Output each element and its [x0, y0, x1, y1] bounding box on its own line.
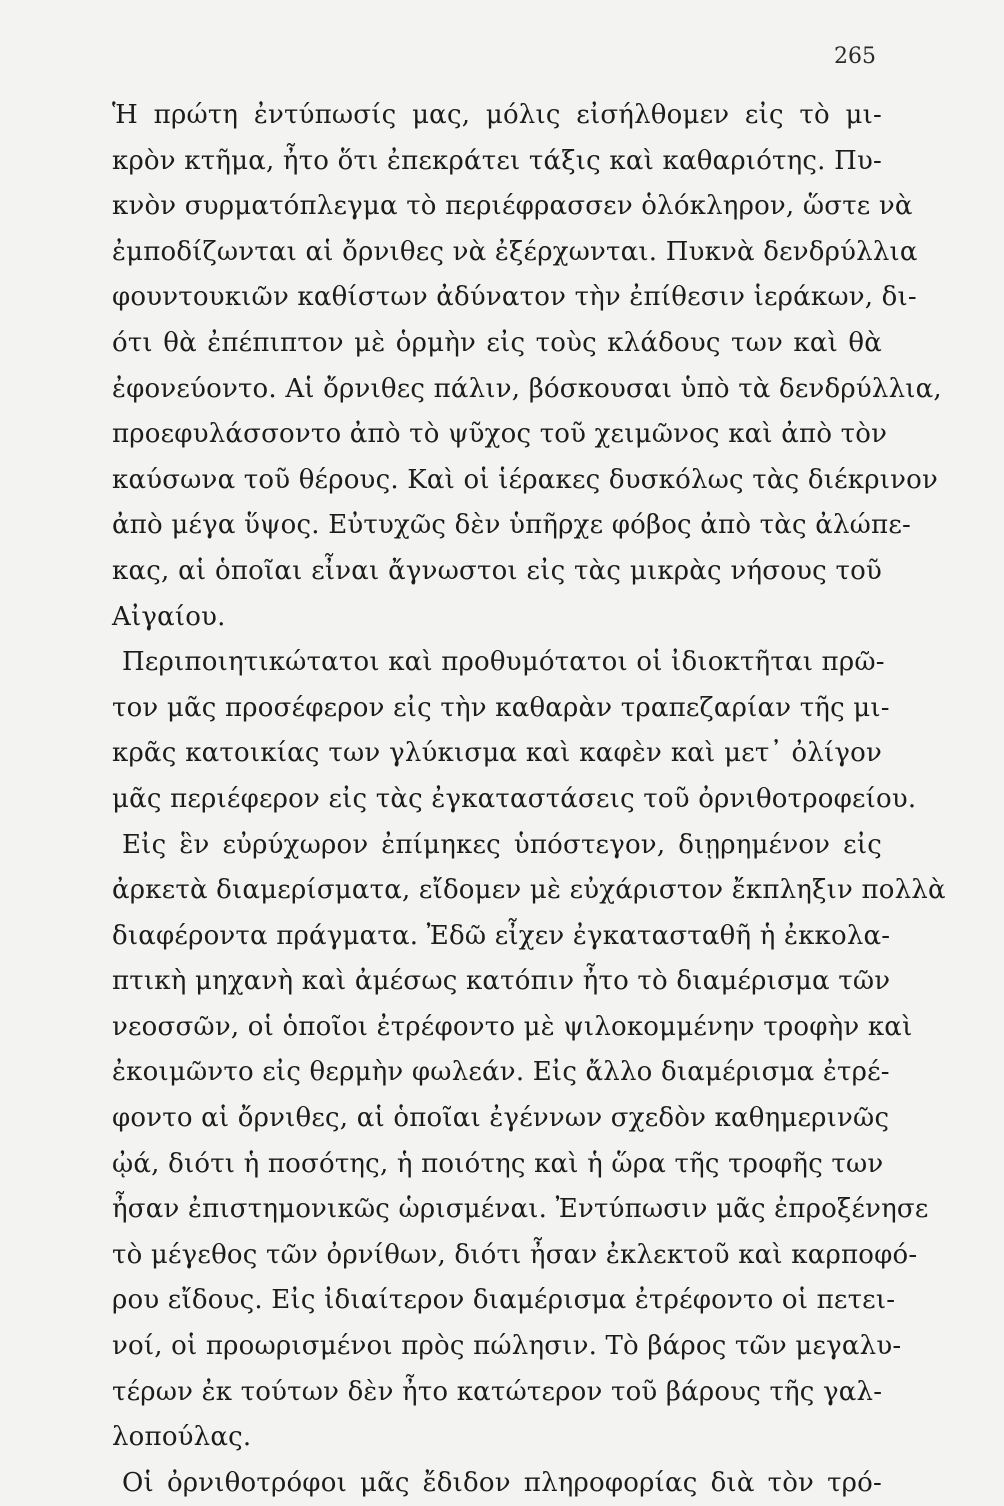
text-line: Αἰγαίου. — [112, 601, 226, 632]
text-line: ἐμποδίζωνται αἱ ὄρνιθες νὰ ἐξέρχωνται. Πυκνὰ δενδρύλλια — [112, 236, 918, 267]
text-line: κρὸν κτῆμα, ἦτο ὅτι ἐπεκράτει τάξις καὶ καθαριότης. Πυ- — [112, 145, 882, 176]
text-line: ἦσαν ἐπιστημονικῶς ὡρισμέναι. Ἐντύπωσιν μᾶς ἐπροξένησε — [112, 1194, 929, 1225]
text-line: πτικὴ μηχανὴ καὶ ἀμέσως κατόπιν ἦτο τὸ διαμέρισμα τῶν — [112, 966, 891, 997]
text-line: φουντουκιῶν καθίστων ἀδύνατον τὴν ἐπίθεσιν ἱεράκων, δι- — [112, 282, 917, 313]
text-line: διαφέροντα πράγματα. Ἐδῶ εἶχεν ἐγκατασταθῆ ἡ ἐκκολα- — [112, 920, 891, 951]
text-line: μᾶς περιέφερον εἰς τὰς ἐγκαταστάσεις τοῦ ὀρνιθοτροφείου. — [112, 783, 917, 814]
text-line: λοπούλας. — [112, 1422, 252, 1453]
text-line: νεοσσῶν, οἱ ὁποῖοι ἐτρέφοντο μὲ ψιλοκομμένην τροφὴν καὶ — [112, 1011, 913, 1042]
text-line: ἀπὸ μέγα ὕψος. Εὐτυχῶς δὲν ὑπῆρχε φόβος ἀπὸ τὰς ἀλώπε- — [112, 510, 911, 541]
text-line: καύσωνα τοῦ θέρους. Καὶ οἱ ἱέρακες δυσκόλως τὰς διέκρινον — [112, 464, 938, 495]
body-text — [112, 93, 946, 1506]
text-line: κρᾶς κατοικίας των γλύκισμα καὶ καφὲν καὶ μετ᾽ ὀλίγον — [112, 738, 882, 769]
text-line: κας, αἱ ὁποῖαι εἶναι ἄγνωστοι εἰς τὰς μικρὰς νήσους τοῦ — [112, 555, 882, 586]
text-line: ᾠά, διότι ἡ ποσότης, ἡ ποιότης καὶ ἡ ὥρα τῆς τροφῆς των — [112, 1148, 884, 1179]
text-line: Ἡ πρώτη ἐντύπωσίς μας, μόλις εἰσήλθομεν εἰς τὸ μι- — [112, 100, 882, 130]
text-line: Περιποιητικώτατοι καὶ προθυμότατοι οἱ ἰδιοκτῆται πρῶ- — [122, 647, 885, 678]
text-line: ἐφονεύοντο. Αἱ ὄρνιθες πάλιν, βόσκουσαι ὑπὸ τὰ δενδρύλλια, — [112, 373, 942, 404]
text-line: νοί, οἱ προωρισμένοι πρὸς πώλησιν. Τὸ βάρος τῶν μεγαλυ- — [112, 1331, 902, 1362]
text-line: τον μᾶς προσέφερον εἰς τὴν καθαρὰν τραπεζαρίαν τῆς μι- — [112, 692, 890, 723]
text-line: προεφυλάσσοντο ἀπὸ τὸ ψῦχος τοῦ χειμῶνος καὶ ἀπὸ τὸν — [112, 419, 888, 450]
text-line: φοντο αἱ ὄρνιθες, αἱ ὁποῖαι ἐγέννων σχεδὸν καθημερινῶς — [112, 1103, 890, 1134]
text-line: Εἰς ἓν εὐρύχωρον ἐπίμηκες ὑπόστεγον, διῃρημένον εἰς — [122, 829, 882, 860]
text-line: Οἱ ὀρνιθοτρόφοι μᾶς ἔδιδον πληροφορίας διὰ τὸν τρό- — [122, 1467, 882, 1498]
text-line: ότι θὰ ἐπέπιπτον μὲ ὁρμὴν εἰς τοὺς κλάδους των καὶ θὰ — [112, 327, 882, 358]
text-line: ρου εἴδους. Εἰς ἰδιαίτερον διαμέρισμα ἐτρέφοντο οἱ πετει- — [112, 1285, 896, 1316]
text-line: κνὸν συρματόπλεγμα τὸ περιέφρασσεν ὁλόκληρον, ὥστε νὰ — [112, 191, 913, 222]
text-line: τὸ μέγεθος τῶν ὀρνίθων, διότι ἦσαν ἐκλεκτοῦ καὶ καρποφό- — [112, 1239, 918, 1270]
text-line: ἀρκετὰ διαμερίσματα, εἴδομεν μὲ εὐχάριστον ἔκπληξιν πολλὰ — [112, 875, 946, 906]
text-line: τέρων ἐκ τούτων δὲν ἦτο κατώτερον τοῦ βάρους τῆς γαλ- — [112, 1376, 883, 1407]
text-line: ἐκοιμῶντο εἰς θερμὴν φωλεάν. Εἰς ἄλλο διαμέρισμα ἐτρέ- — [112, 1057, 890, 1088]
page-number: 265 — [834, 44, 876, 69]
